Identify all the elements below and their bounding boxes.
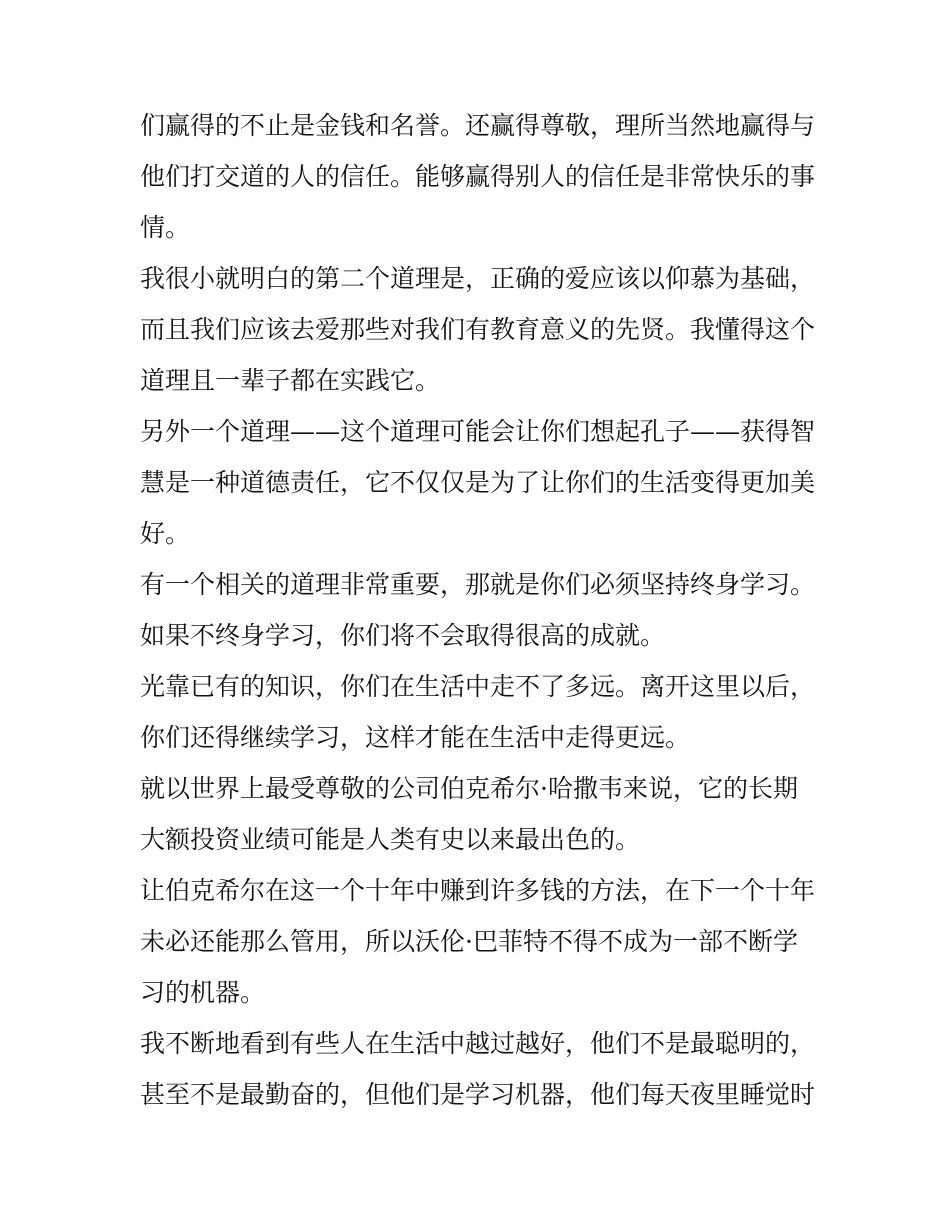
- text-line: 甚至不是最勤奋的，但他们是学习机器，他们每天夜里睡觉时: [140, 1080, 816, 1109]
- text-line: 我不断地看到有些人在生活中越过越好，他们不是最聪明的，: [140, 1029, 816, 1058]
- text-line: 另外一个道理——这个道理可能会让你们想起孔子——获得智: [140, 417, 816, 446]
- text-line: 而且我们应该去爱那些对我们有教育意义的先贤。我懂得这个: [140, 315, 816, 344]
- text-line: 他们打交道的人的信任。能够赢得别人的信任是非常快乐的事: [140, 162, 816, 191]
- text-line: 有一个相关的道理非常重要，那就是你们必须坚持终身学习。: [140, 570, 816, 599]
- text-line: 如果不终身学习，你们将不会取得很高的成就。: [140, 621, 666, 650]
- text-line: 们赢得的不止是金钱和名誉。还赢得尊敬，理所当然地赢得与: [140, 111, 816, 140]
- text-line: 好。: [140, 519, 191, 548]
- text-line: 让伯克希尔在这一个十年中赚到许多钱的方法，在下一个十年: [140, 876, 816, 905]
- text-line: 慧是一种道德责任，它不仅仅是为了让你们的生活变得更加美: [140, 468, 816, 497]
- text-line: 你们还得继续学习，这样才能在生活中走得更远。: [140, 723, 691, 752]
- text-line: 未必还能那么管用，所以沃伦·巴菲特不得不成为一部不断学: [140, 927, 798, 956]
- text-line: 我很小就明白的第二个道理是，正确的爱应该以仰慕为基础，: [140, 264, 816, 293]
- text-line: 光靠已有的知识，你们在生活中走不了多远。离开这里以后，: [140, 672, 816, 701]
- text-line: 情。: [140, 213, 191, 242]
- text-line: 道理且一辈子都在实践它。: [140, 366, 441, 395]
- text-line: 大额投资业绩可能是人类有史以来最出色的。: [140, 825, 641, 854]
- text-line: 习的机器。: [140, 978, 266, 1007]
- text-line: 就以世界上最受尊敬的公司伯克希尔·哈撒韦来说，它的长期: [140, 774, 798, 803]
